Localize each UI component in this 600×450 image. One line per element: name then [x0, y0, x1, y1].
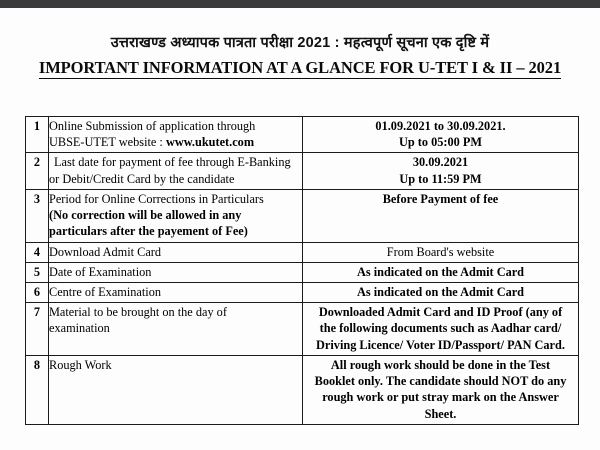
desc-line: or Debit/Credit Card by the candidate [49, 171, 235, 186]
table-row [26, 189, 579, 242]
value-line: rough work or put stray mark on the Answer [322, 390, 559, 405]
desc-line: Download Admit Card [49, 244, 162, 259]
row-number: 4 [26, 242, 49, 262]
value-line: Booklet only. The candidate should NOT do any [314, 374, 567, 389]
row-value [303, 189, 579, 242]
desc-line: Period for Online Corrections in Particulars [49, 191, 264, 206]
row-value [303, 117, 579, 153]
row-value [303, 242, 579, 262]
table-row [26, 355, 579, 424]
desc-line [49, 134, 302, 150]
value-line: All rough work should be done in the Test [330, 357, 551, 372]
desc-line: Material to be brought on the day of [49, 305, 227, 320]
desc-line: Centre of Examination [49, 284, 162, 299]
value-line: Up to 05:00 PM [399, 135, 482, 150]
table-row [26, 242, 579, 262]
document-page [0, 8, 600, 450]
row-number: 8 [26, 355, 49, 424]
value-line: Driving Licence/ Voter ID/Passport/ PAN Card. [316, 337, 565, 352]
value-line: Downloaded Admit Card and ID Proof (any of [318, 305, 563, 320]
desc-line: examination [49, 321, 110, 336]
information-table-wrapper [25, 116, 576, 425]
row-number: 3 [26, 189, 49, 242]
table-row [26, 153, 579, 189]
table-row [26, 282, 579, 302]
row-number: 6 [26, 282, 49, 302]
row-value [303, 262, 579, 282]
desc-line: (No correction will be allowed in any [49, 208, 242, 223]
value-line: As indicated on the Admit Card [356, 264, 525, 279]
row-number: 7 [26, 303, 49, 356]
table-row [26, 262, 579, 282]
row-value [303, 153, 579, 189]
row-number: 1 [26, 117, 49, 153]
value-line: 30.09.2021 [412, 155, 469, 170]
row-number: 2 [26, 153, 49, 189]
row-description [49, 153, 303, 189]
desc-text: UBSE-UTET website : [49, 135, 166, 150]
scan-top-band [0, 0, 600, 8]
value-line: the following documents such as Aadhar card/ [319, 321, 562, 336]
table-row [26, 117, 579, 153]
desc-line: Last date for payment of fee through E-Banking [54, 155, 291, 170]
page-title-english-underline: IMPORTANT INFORMATION AT A GLANCE FOR U-TET I & II – 2021 [38, 58, 562, 77]
value-line: Sheet. [424, 406, 457, 421]
page-title-english [0, 58, 600, 78]
desc-line: Online Submission of application through [49, 119, 256, 133]
row-description [49, 189, 303, 242]
row-value [303, 303, 579, 356]
value-line: As indicated on the Admit Card [356, 284, 525, 299]
row-description [49, 262, 303, 282]
row-number: 5 [26, 262, 49, 282]
website-url[interactable]: www.ukutet.com [165, 135, 255, 150]
row-description [49, 303, 303, 356]
row-description [49, 117, 303, 153]
desc-line: particulars after the payement of Fee) [49, 224, 248, 239]
desc-line: Rough Work [49, 357, 112, 372]
value-line: Up to 11:59 PM [399, 171, 482, 186]
value-line: 01.09.2021 to 30.09.2021. [375, 119, 506, 133]
table-row [26, 303, 579, 356]
desc-line: Date of Examination [49, 264, 152, 279]
page-title-hindi: उत्तराखण्ड अध्यापक पात्रता परीक्षा 2021 : महत्वपूर्ण सूचना एक दृष्टि में [110, 35, 490, 51]
row-description [49, 282, 303, 302]
information-table [25, 116, 579, 425]
row-value [303, 355, 579, 424]
row-description [49, 355, 303, 424]
value-line: Before Payment of fee [382, 191, 499, 206]
row-description [49, 242, 303, 262]
value-line: From Board's website [386, 244, 495, 259]
row-value [303, 282, 579, 302]
